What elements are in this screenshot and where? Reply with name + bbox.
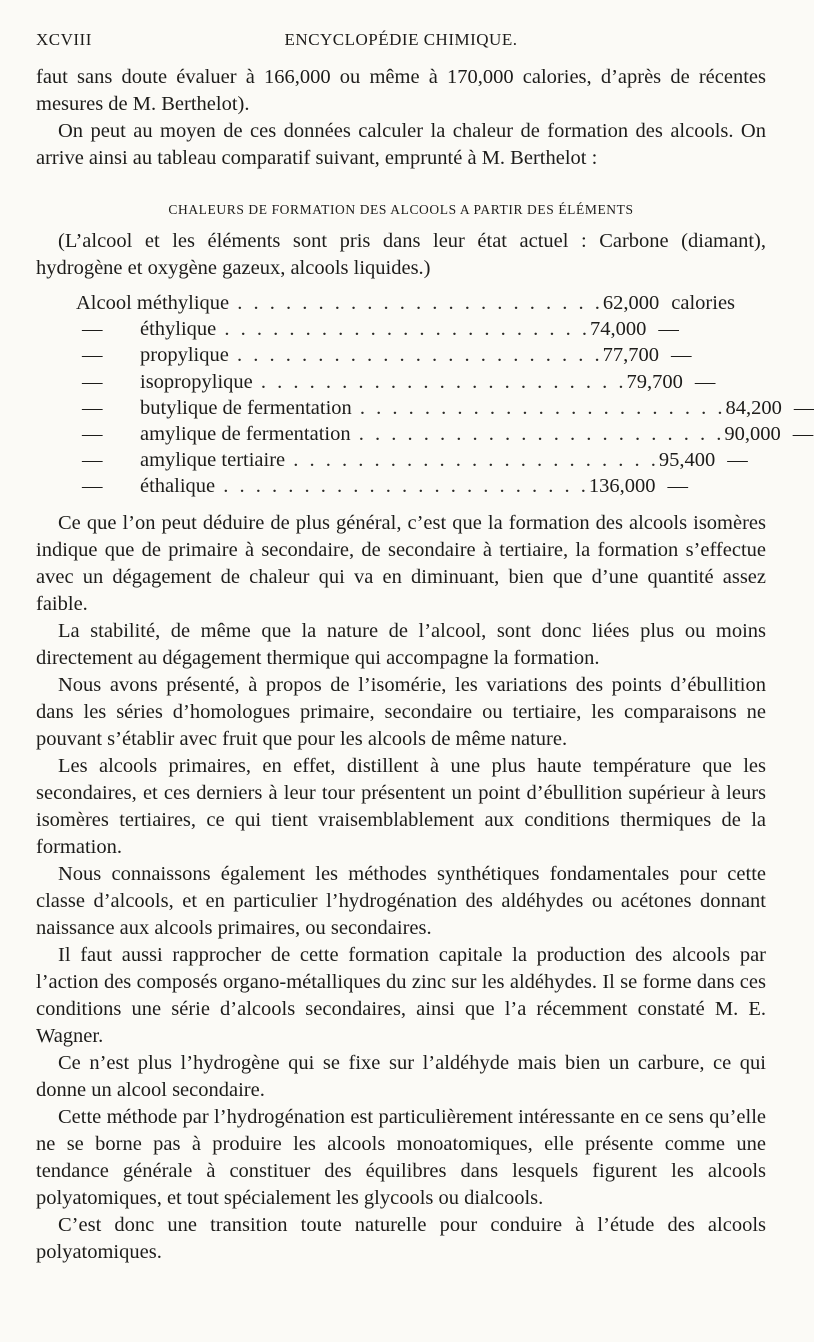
body-paragraph: La stabilité, de même que la nature de l’alcool, sont donc liées plus ou moins directement au dégagement thermique qui accompagne la formation. [36,619,766,669]
row-value: 77,700 [602,344,659,367]
row-prefix: — [82,370,103,393]
row-prefix: — [82,318,103,341]
row-unit: — [694,370,716,393]
row-unit: — [658,318,679,341]
table-caption: (L’alcool et les éléments sont pris dans leur état actuel : Carbone (diamant), hydrogène et oxygène gazeux, alcools liquides.) [36,230,766,279]
body-paragraph: Ce que l’on peut déduire de plus général, c’est que la formation des alcools isomères indique que de primaire à secondaire, de secondaire à tertiaire, la formation s’effectue avec un dégagement de chaleur qui va en diminuant, bien que d’une quantité assez faible. [36,511,766,615]
row-name: éthylique [140,318,217,341]
intro-paragraph-2: On peut au moyen de ces données calculer la chaleur de formation des alcools. On arrive ainsi au tableau comparatif suivant, emprunté à M. Berthelot : [36,120,766,169]
row-prefix: — [82,449,103,472]
row-value: 74,000 [590,318,647,341]
body-paragraph: Ce n’est plus l’hydrogène qui se fixe sur l’aldéhyde mais bien un carbure, ce qui donne un alcool secondaire. [36,1051,766,1101]
row-name: isopropylique [140,370,253,393]
row-prefix: Alcool [76,292,132,314]
row-name: amylique tertiaire [140,449,286,472]
document-page [36,30,814,1266]
row-prefix: — [82,475,103,498]
row-unit: — [727,449,748,472]
row-name: méthylique [136,292,230,314]
row-unit: — [792,423,814,446]
body-paragraph: Il faut aussi rapprocher de cette formation capitale la production des alcools par l’action des composés organo-métalliques du zinc sur les aldéhydes. Il se forme dans ces conditions une série d’alcools secondaires, ainsi que l’a récemment constaté M. E. Wagner. [36,943,766,1047]
row-value: 136,000 [588,475,656,498]
intro-paragraph-1: faut sans doute évaluer à 166,000 ou même à 170,000 calories, d’après de récentes mesures de M. Berthelot). [36,66,766,115]
table-row: — isopropylique . . . . . . . . . . . . . . . . . . . . . . . 79,700 — [76,369,704,395]
table-row: — amylique de fermentation . . . . . . . . . . . . . . . . . . . . . . . 90,000 — [76,421,704,447]
body-text [36,510,766,1266]
row-prefix: — [82,396,103,419]
body-paragraph: Cette méthode par l’hydrogénation est particulièrement intéressante en ce sens qu’elle ne se borne pas à produire les alcools monoatomiques, elle présente comme une tendance générale à constituer des équilibres dans lesquels figurent les alcools polyatomiques, et tout spécialement les glycools ou dialcools. [36,1105,766,1209]
table-title: CHALEURS DE FORMATION DES ALCOOLS A PARTIR DES ÉLÉMENTS [168,202,634,217]
body-paragraph: Nous connaissons également les méthodes synthétiques fondamentales pour cette classe d’alcools, et en particulier l’hydrogénation des aldéhydes ou acétones donnant naissance aux alcools primaires, ou secondaires. [36,862,766,939]
row-name: amylique de fermentation [140,423,351,446]
table-row: Alcool méthylique . . . . . . . . . . . . . . . . . . . . . . . 62,000 calories [76,290,704,316]
page-header [36,30,766,64]
body-paragraph: Nous avons présenté, à propos de l’isomérie, les variations des points d’ébullition dans les séries d’homologues primaire, secondaire ou tertiaire, les comparaisons ne pouvant s’établir avec fruit que pour les alcools de même nature. [36,673,766,750]
row-name: éthalique [140,475,216,498]
row-unit: — [670,344,692,367]
row-unit: — [667,475,689,498]
running-title: ENCYCLOPÉDIE CHIMIQUE. [284,30,518,49]
row-value: 79,700 [626,370,683,393]
row-value: 95,400 [658,449,716,472]
row-value: 62,000 [602,292,660,314]
table-row: — éthalique . . . . . . . . . . . . . . . . . . . . . . . 136,000 — [76,473,704,499]
table-row: — amylique tertiaire . . . . . . . . . . . . . . . . . . . . . . . 95,400 — [76,447,704,473]
page-number: XCVIII [36,30,92,49]
row-unit: — [793,396,814,419]
row-name: butylique de fermentation [140,396,352,419]
row-value: 84,200 [725,396,782,419]
table-row: — butylique de fermentation . . . . . . . . . . . . . . . . . . . . . . . 84,200 — [76,395,704,421]
body-paragraph: C’est donc une transition toute naturelle pour conduire à l’étude des alcools polyatomiques. [36,1213,766,1263]
row-value: 90,000 [724,423,781,446]
row-name: propylique [140,344,229,367]
body-paragraph: Les alcools primaires, en effet, distillent à une plus haute température que les secondaires, et ces derniers à leur tour présentent un point d’ébullition supérieur à leurs isomères tertiaires, ce qui tient vraisemblablement aux conditions thermiques de la formation. [36,754,766,858]
row-unit: calories [671,292,736,314]
table-row: — propylique . . . . . . . . . . . . . . . . . . . . . . . 77,700 — [76,342,704,368]
row-prefix: — [82,423,103,446]
table-row: — éthylique . . . . . . . . . . . . . . . . . . . . . . . 74,000 — [76,316,704,342]
heat-of-formation-table [76,290,814,500]
row-prefix: — [82,344,103,367]
